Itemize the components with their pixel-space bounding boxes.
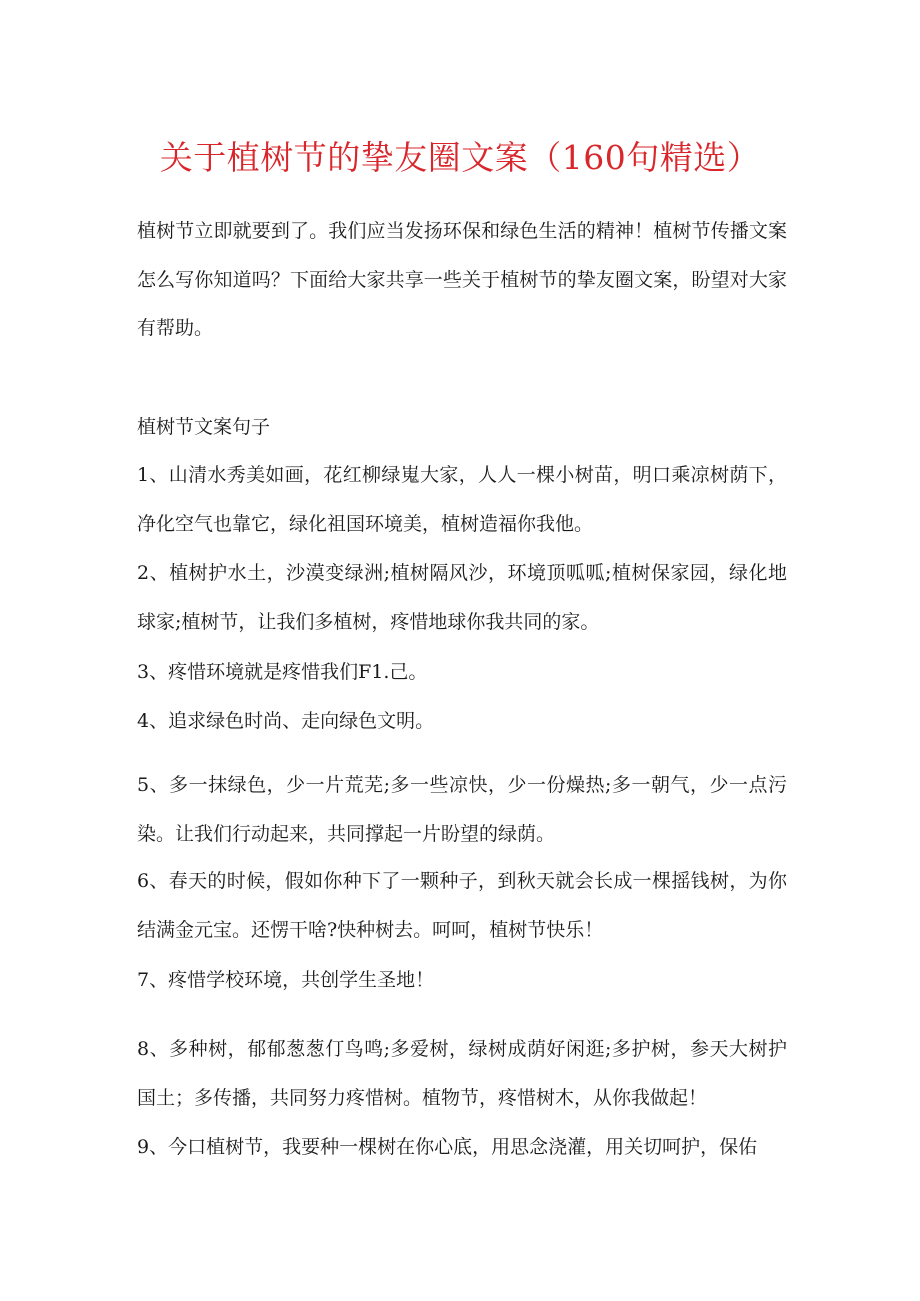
list-item: 5、多一抹绿色，少一片荒芜;多一些凉快，少一份燥热;多一朝气，少一点污染。让我们行动起来，共同撑起一片盼望的绿荫。 (137, 774, 787, 845)
list-item: 8、多种树，郁郁葱葱仃鸟鸣;多爱树，绿树成荫好闲逛;多护树，参天大树护国土；多传播，共同努力疼惜树。植物节，疼惜树木，从你我做起！ (137, 1038, 787, 1109)
list-item: 4、追求绿色时尚、走向绿色文明。 (137, 710, 435, 732)
list-item: 9、今口植树节，我要种一棵树在你心底，用思念浇灌，用关切呵护，保佑 (137, 1136, 758, 1158)
document-title: 关于植树节的挚友圈文案（160句精选） (159, 138, 761, 177)
list-item: 1、山清水秀美如画，花红柳绿嵬大家，人人一棵小树苗，明口乘凉树荫下，净化空气也靠它，绿化祖国环境美，植树造福你我他。 (137, 464, 787, 535)
list-item: 6、春天的时候，假如你种下了一颗种子，到秋天就会长成一棵摇钱树，为你结满金元宝。还愣干啥?快种树去。呵呵，植树节快乐！ (137, 870, 787, 941)
intro-paragraph: 植树节立即就要到了。我们应当发扬环保和绿色生活的精神！植树节传播文案怎么写你知道吗？下面给大家共享一些关于植树节的挚友圈文案，盼望对大家有帮助。 (137, 220, 787, 339)
list-item: 7、疼惜学校环境，共创学生圣地！ (137, 969, 435, 991)
list-item: 2、植树护水土，沙漠变绿洲;植树隔风沙，环境顶呱呱;植树保家园，绿化地球家;植树节，让我们多植树，疼惜地球你我共同的家。 (137, 562, 787, 633)
list-item: 3、疼惜环境就是疼惜我们F1.己。 (137, 661, 428, 683)
section-heading: 植树节文案句子 (137, 416, 271, 438)
